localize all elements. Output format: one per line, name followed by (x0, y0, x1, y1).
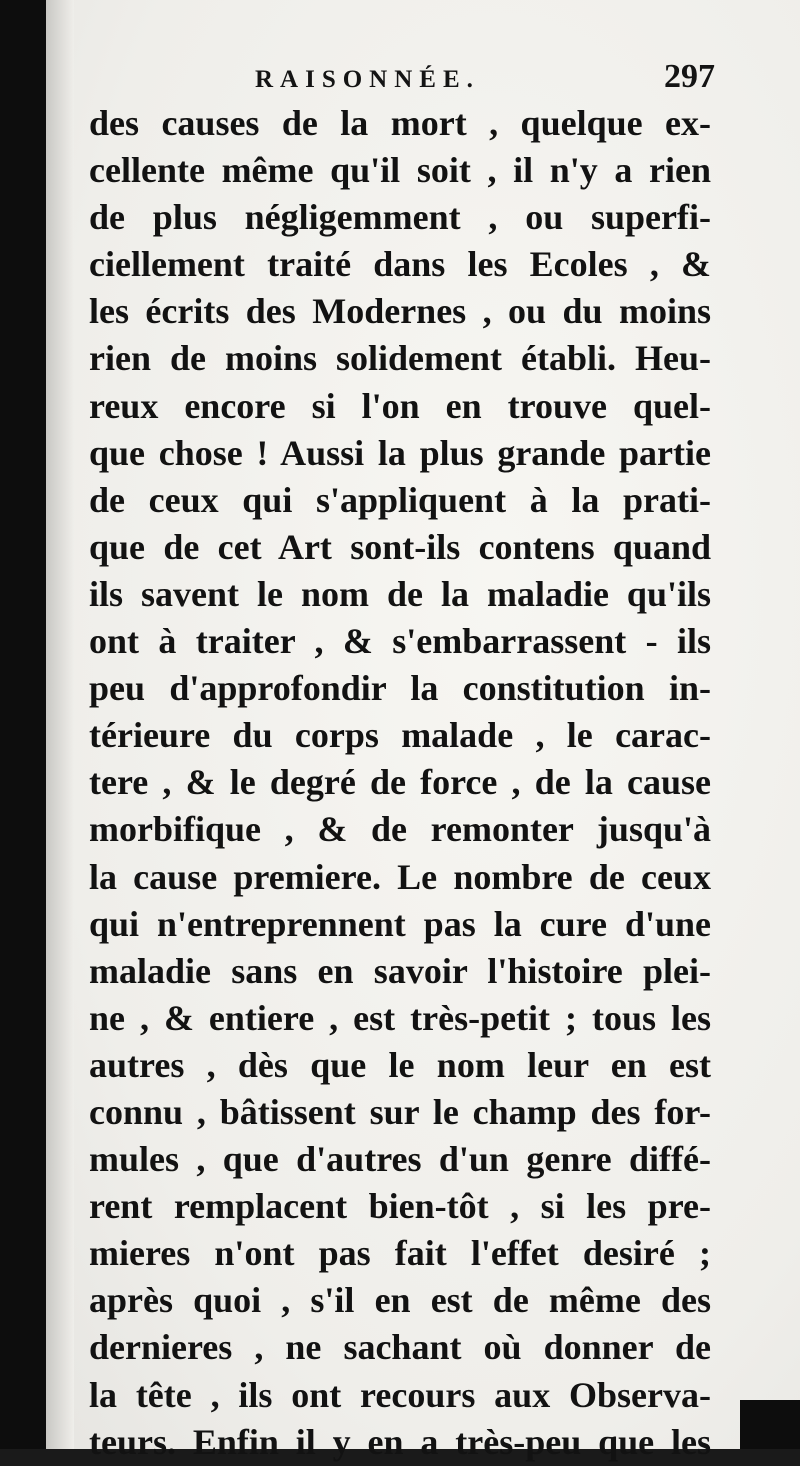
text-line: la cause premiere. Le nombre de ceux (89, 856, 711, 897)
text-line: dernieres , ne sachant où donner de (89, 1327, 711, 1368)
page-gutter-shadow (46, 0, 74, 1449)
page-number: 297 (664, 58, 715, 95)
text-line: cellente même qu'il soit , il n'y a rien (89, 150, 711, 191)
text-line: que de cet Art sont-ils contens quand (89, 526, 711, 567)
running-head: RAISONNÉE. (255, 66, 480, 93)
text-line: morbifique , & de remonter jusqu'à (89, 809, 711, 850)
body-text (89, 100, 711, 1466)
text-line: qui n'entreprennent pas la cure d'une (89, 903, 711, 944)
text-line: teurs. Enfin il y en a très-peu que les (89, 1421, 711, 1462)
text-line: des causes de la mort , quelque ex- (89, 103, 711, 143)
text-line: les écrits des Modernes , ou du moins (89, 291, 711, 332)
text-line: ont à traiter , & s'embarrassent - ils (89, 621, 711, 662)
text-line: térieure du corps malade , le carac- (89, 715, 711, 756)
text-line: de ceux qui s'appliquent à la prati- (89, 479, 711, 520)
text-line: ne , & entiere , est très-petit ; tous les (89, 997, 711, 1038)
text-line: que chose ! Aussi la plus grande partie (89, 432, 711, 473)
text-line: peu d'approfondir la constitution in- (89, 668, 711, 709)
text-line: rent remplacent bien-tôt , si les pre- (89, 1186, 711, 1227)
text-line: la tête , ils ont recours aux Observa- (89, 1374, 711, 1415)
text-line: rien de moins solidement établi. Heu- (89, 338, 711, 379)
text-line: ils savent le nom de la maladie qu'ils (89, 573, 711, 614)
text-line: après quoi , s'il en est de même des (89, 1280, 711, 1321)
text-line: mules , que d'autres d'un genre diffé- (89, 1139, 711, 1180)
text-line: tere , & le degré de force , de la cause (89, 762, 711, 803)
page-corner-shadow (740, 1400, 800, 1449)
text-line: mieres n'ont pas fait l'effet desiré ; (89, 1233, 711, 1274)
text-line: maladie sans en savoir l'histoire plei- (89, 950, 711, 991)
text-line: ciellement traité dans les Ecoles , & (89, 244, 711, 285)
text-line: autres , dès que le nom leur en est (89, 1044, 711, 1085)
text-line: de plus négligemment , ou superfi- (89, 197, 711, 238)
page-header (255, 58, 715, 100)
text-line: reux encore si l'on en trouve quel- (89, 385, 711, 426)
text-line: connu , bâtissent sur le champ des for- (89, 1091, 711, 1132)
